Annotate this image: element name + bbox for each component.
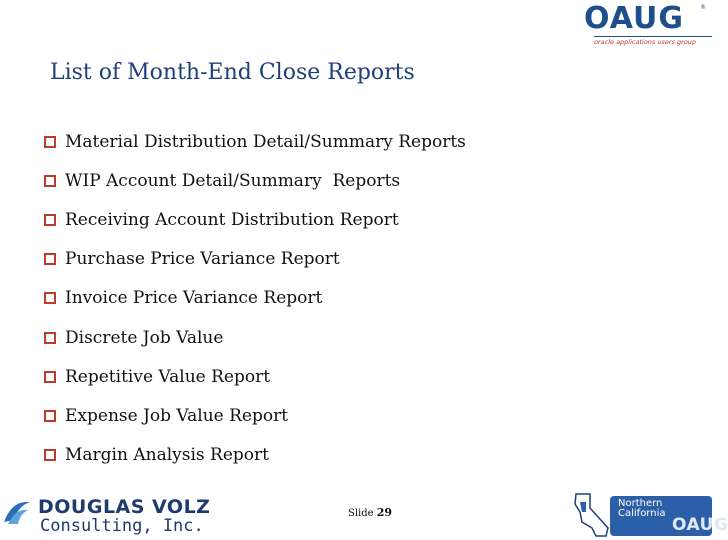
list-item: [44, 279, 466, 318]
list-item-text: Purchase Price Variance Report: [65, 249, 340, 270]
square-bullet-icon: [44, 214, 56, 226]
list-item-text: Repetitive Value Report: [65, 366, 271, 387]
trademark-symbol: ®: [700, 4, 706, 11]
slide-number: [348, 506, 392, 519]
slide-label: Slide: [348, 508, 374, 519]
list-item: [44, 200, 466, 239]
oaug-wordmark: OAUG: [584, 1, 684, 36]
list-item: [44, 122, 466, 161]
nc-line1: Northern: [618, 498, 663, 509]
list-item: [44, 396, 466, 435]
nc-line2: California: [618, 508, 666, 519]
list-item: [44, 318, 466, 357]
list-item-text: Margin Analysis Report: [65, 445, 269, 466]
company-subtitle: Consulting, Inc.: [40, 516, 204, 536]
square-bullet-icon: [44, 136, 56, 148]
square-bullet-icon: [44, 371, 56, 383]
square-bullet-icon: [44, 410, 56, 422]
square-bullet-icon: [44, 253, 56, 265]
square-bullet-icon: [44, 292, 56, 304]
list-item-text: Invoice Price Variance Report: [65, 288, 323, 309]
nc-badge: [610, 496, 728, 536]
list-item-text: Discrete Job Value: [65, 327, 224, 348]
douglas-volz-logo: [2, 490, 211, 540]
california-map-icon: [572, 492, 612, 538]
list-item-text: Material Distribution Detail/Summary Reports: [65, 131, 466, 152]
list-item: [44, 240, 466, 279]
square-bullet-icon: [44, 175, 56, 187]
list-item-text: Expense Job Value Report: [65, 405, 289, 426]
company-name: DOUGLAS VOLZ: [38, 496, 211, 518]
list-item-text: Receiving Account Distribution Report: [65, 209, 399, 230]
oaug-tagline: oracle applications users group: [594, 36, 712, 46]
dv-swirl-icon: [2, 496, 32, 526]
list-item-text: WIP Account Detail/Summary Reports: [65, 170, 401, 191]
slide-title: List of Month-End Close Reports: [50, 60, 415, 85]
nc-oaug-logo: [572, 492, 728, 538]
list-item: [44, 436, 466, 475]
square-bullet-icon: [44, 332, 56, 344]
list-item: [44, 357, 466, 396]
list-item: [44, 161, 466, 200]
nc-oaug-wordmark: OAUG: [672, 515, 728, 535]
report-list: [44, 122, 466, 475]
oaug-logo: [584, 1, 712, 48]
square-bullet-icon: [44, 449, 56, 461]
slide-number-value: 29: [376, 506, 393, 519]
